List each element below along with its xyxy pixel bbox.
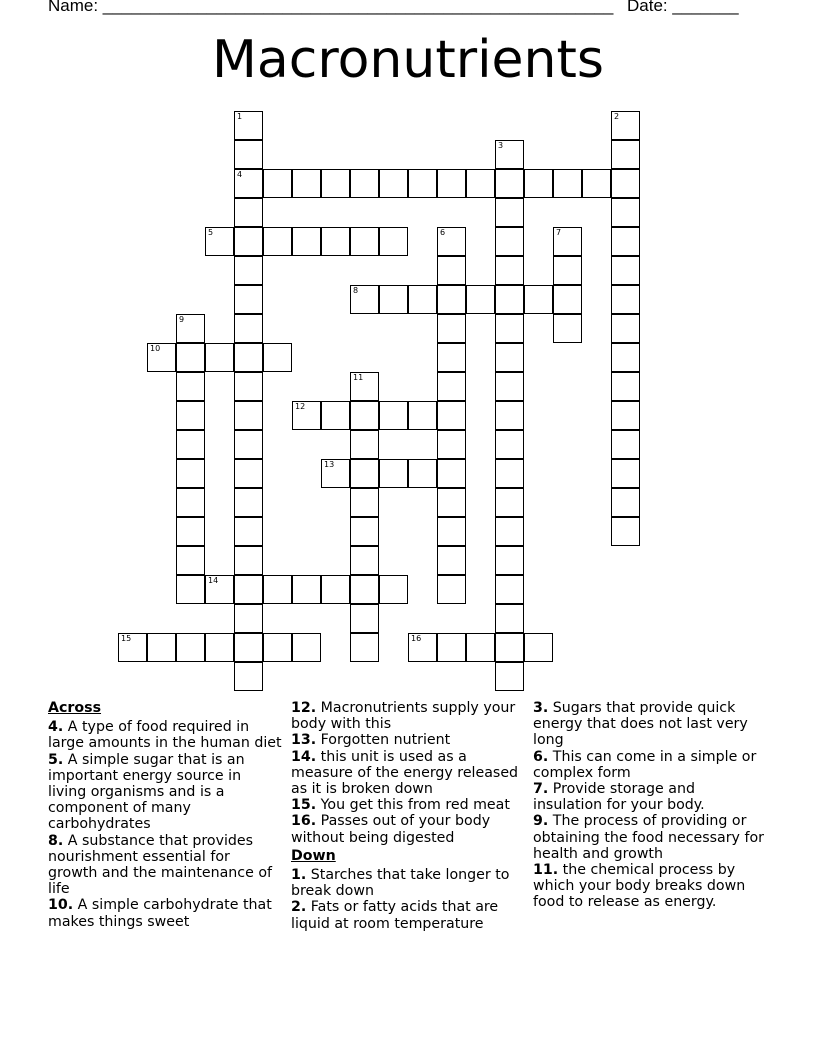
crossword-cell[interactable] [234,604,263,633]
cell-number: 4 [237,170,243,179]
clue-text: Sugars that provide quick energy that does not last very long [533,700,748,749]
crossword-cell[interactable] [495,198,524,227]
crossword-cell[interactable] [292,169,321,198]
crossword-cell[interactable] [234,169,263,198]
crossword-cell[interactable] [553,314,582,343]
crossword-cell[interactable] [495,546,524,575]
crossword-cell[interactable] [379,575,408,604]
clue-text: A simple carbohydrate that makes things sweet [48,897,272,930]
crossword-cell[interactable] [350,227,379,256]
clue-number: 7. [533,781,549,798]
clue-across-14 [291,749,526,798]
crossword-cell[interactable] [350,488,379,517]
crossword-cell[interactable] [437,546,466,575]
crossword-cell[interactable] [350,430,379,459]
crossword-cell[interactable] [437,169,466,198]
clue-number: 10. [48,897,74,914]
crossword-cell[interactable] [437,227,466,256]
crossword-cell[interactable] [611,343,640,372]
crossword-cell[interactable] [234,140,263,169]
clue-number: 12. [291,700,317,716]
crossword-cell[interactable] [350,604,379,633]
crossword-cell[interactable] [437,372,466,401]
crossword-cell[interactable] [147,343,176,372]
clue-number: 8. [48,832,64,849]
crossword-cell[interactable] [437,314,466,343]
crossword-cell[interactable] [495,604,524,633]
crossword-cell[interactable] [176,372,205,401]
crossword-cell[interactable] [437,285,466,314]
crossword-cell[interactable] [176,343,205,372]
crossword-cell[interactable] [292,227,321,256]
cell-number: 14 [208,576,219,585]
crossword-cell[interactable] [437,459,466,488]
clue-text: Forgotten nutrient [320,732,451,749]
date-field-label: Date: _______ [627,0,739,15]
crossword-cell[interactable] [234,488,263,517]
crossword-cell[interactable] [321,227,350,256]
crossword-cell[interactable] [234,662,263,691]
crossword-cell[interactable] [321,575,350,604]
clue-across-15 [291,797,526,813]
crossword-cell[interactable] [292,575,321,604]
clue-text: You get this from red meat [320,797,510,814]
crossword-cell[interactable] [495,401,524,430]
crossword-cell[interactable] [408,401,437,430]
clue-number: 6. [533,748,549,765]
crossword-cell[interactable] [553,227,582,256]
crossword-cell[interactable] [611,198,640,227]
crossword-cell[interactable] [350,517,379,546]
crossword-cell[interactable] [611,488,640,517]
clue-text: Macronutrients supply your body with this [291,700,516,733]
crossword-cell[interactable] [495,140,524,169]
clue-text: A substance that provides nourishment essential for growth and the maintenance of life [48,832,273,898]
crossword-cell[interactable] [292,401,321,430]
crossword-cell[interactable] [611,372,640,401]
crossword-cell[interactable] [495,343,524,372]
crossword-cell[interactable] [611,285,640,314]
crossword-cell[interactable] [466,633,495,662]
crossword-cell[interactable] [234,314,263,343]
crossword-cell[interactable] [118,633,147,662]
crossword-cell[interactable] [495,517,524,546]
crossword-cell[interactable] [350,285,379,314]
cell-number: 6 [440,228,446,237]
crossword-cell[interactable] [553,285,582,314]
crossword-cell[interactable] [263,227,292,256]
clue-text: Fats or fatty acids that are liquid at room temperature [291,899,499,932]
crossword-cell[interactable] [466,285,495,314]
crossword-cell[interactable] [379,285,408,314]
crossword-cell[interactable] [263,169,292,198]
clue-down-2 [291,899,526,931]
crossword-cell[interactable] [582,169,611,198]
crossword-cell[interactable] [466,169,495,198]
cell-number: 3 [498,141,504,150]
crossword-cell[interactable] [495,488,524,517]
crossword-cell[interactable] [611,314,640,343]
crossword-cell[interactable] [437,633,466,662]
crossword-cell[interactable] [176,401,205,430]
clue-text: Starches that take longer to break down [291,867,510,900]
crossword-cell[interactable] [611,430,640,459]
crossword-cell[interactable] [437,488,466,517]
crossword-cell[interactable] [437,256,466,285]
clue-number: 3. [533,700,549,716]
crossword-cell[interactable] [234,256,263,285]
crossword-cell[interactable] [611,227,640,256]
name-field-label: Name: ______________________________________________________ [48,0,614,15]
crossword-cell[interactable] [495,633,524,662]
across-heading: Across [48,700,102,716]
crossword-cell[interactable] [234,343,263,372]
crossword-cell[interactable] [321,401,350,430]
crossword-cell[interactable] [176,314,205,343]
clue-across-10 [48,897,283,929]
crossword-cell[interactable] [234,285,263,314]
crossword-cell[interactable] [234,546,263,575]
crossword-cell[interactable] [234,459,263,488]
crossword-cell[interactable] [176,430,205,459]
clue-text: A type of food required in large amounts in the human diet [48,719,282,752]
crossword-cell[interactable] [524,169,553,198]
crossword-cell[interactable] [611,140,640,169]
crossword-cell[interactable] [176,633,205,662]
clues-column-1 [48,700,283,930]
clue-down-3 [533,700,768,749]
crossword-cell[interactable] [263,633,292,662]
clue-down-1 [291,867,526,899]
crossword-cell[interactable] [495,575,524,604]
clue-number: 5. [48,751,64,768]
crossword-cell[interactable] [437,343,466,372]
crossword-cell[interactable] [350,169,379,198]
cell-number: 11 [353,373,364,382]
crossword-cell[interactable] [495,169,524,198]
clue-number: 4. [48,719,64,736]
clue-text: The process of providing or obtaining the food necessary for health and growth [533,813,764,862]
clue-number: 1. [291,867,307,884]
crossword-cell[interactable] [437,401,466,430]
crossword-cell[interactable] [147,633,176,662]
crossword-cell[interactable] [176,459,205,488]
crossword-cell[interactable] [408,169,437,198]
clue-down-6 [533,749,768,781]
crossword-cell[interactable] [611,256,640,285]
cell-number: 12 [295,402,306,411]
crossword-cell[interactable] [408,633,437,662]
crossword-cell[interactable] [234,430,263,459]
clue-across-8 [48,833,283,898]
clue-number: 16. [291,813,317,830]
clues-column-2 [291,700,526,932]
crossword-cell[interactable] [524,633,553,662]
cell-number: 8 [353,286,359,295]
crossword-cell[interactable] [205,227,234,256]
crossword-cell[interactable] [611,111,640,140]
crossword-cell[interactable] [176,488,205,517]
cell-number: 5 [208,228,214,237]
clue-down-11 [533,862,768,911]
crossword-cell[interactable] [350,401,379,430]
crossword-cell[interactable] [263,343,292,372]
crossword-cell[interactable] [350,633,379,662]
crossword-cell[interactable] [234,633,263,662]
clue-number: 14. [291,748,317,765]
crossword-cell[interactable] [234,372,263,401]
clue-across-5 [48,752,283,833]
crossword-cell[interactable] [292,633,321,662]
cell-number: 9 [179,315,185,324]
crossword-cell[interactable] [205,575,234,604]
crossword-cell[interactable] [321,169,350,198]
clue-down-7 [533,781,768,813]
crossword-cell[interactable] [176,546,205,575]
clue-number: 15. [291,797,317,814]
crossword-cell[interactable] [205,343,234,372]
cell-number: 16 [411,634,422,643]
clue-text: This can come in a simple or complex form [533,748,757,781]
cell-number: 13 [324,460,335,469]
clue-across-13 [291,732,526,748]
crossword-cell[interactable] [234,111,263,140]
crossword-cell[interactable] [408,285,437,314]
crossword-cell[interactable] [437,517,466,546]
crossword-cell[interactable] [350,575,379,604]
crossword-cell[interactable] [495,662,524,691]
crossword-cell[interactable] [379,401,408,430]
crossword-cell[interactable] [350,459,379,488]
crossword-cell[interactable] [379,227,408,256]
down-heading: Down [291,847,336,864]
crossword-cell[interactable] [553,256,582,285]
clue-across-4 [48,719,283,751]
crossword-cell[interactable] [379,459,408,488]
clue-text: the chemical process by which your body breaks down food to release as energy. [533,862,746,911]
crossword-cell[interactable] [408,459,437,488]
cell-number: 7 [556,228,562,237]
cell-number: 15 [121,634,132,643]
clues-column-3 [533,700,768,911]
crossword-cell[interactable] [524,285,553,314]
crossword-cell[interactable] [234,517,263,546]
crossword-cell[interactable] [495,256,524,285]
crossword-cell[interactable] [234,575,263,604]
crossword-cell[interactable] [176,575,205,604]
clue-number: 13. [291,732,317,749]
crossword-cell[interactable] [495,459,524,488]
clue-across-12 [291,700,526,732]
cell-number: 2 [614,112,620,121]
crossword-cell[interactable] [234,198,263,227]
crossword-cell[interactable] [495,285,524,314]
crossword-cell[interactable] [437,430,466,459]
clue-text: A simple sugar that is an important energy source in living organisms and is a component of many carbohydrates [48,751,245,833]
clue-text: Passes out of your body without being digested [291,813,491,846]
crossword-cell[interactable] [379,169,408,198]
crossword-cell[interactable] [495,430,524,459]
crossword-cell[interactable] [263,575,292,604]
clue-down-9 [533,813,768,862]
crossword-cell[interactable] [495,227,524,256]
crossword-cell[interactable] [495,372,524,401]
clue-number: 11. [533,862,559,879]
crossword-cell[interactable] [321,459,350,488]
clue-text: Provide storage and insulation for your body. [533,781,705,814]
crossword-cell[interactable] [350,546,379,575]
clue-text: this unit is used as a measure of the energy released as it is broken down [291,748,519,798]
crossword-cell[interactable] [205,633,234,662]
crossword-cell[interactable] [553,169,582,198]
clue-number: 2. [291,899,307,916]
page-title: Macronutrients [212,30,604,90]
crossword-cell[interactable] [611,401,640,430]
crossword-cell[interactable] [611,169,640,198]
crossword-cell[interactable] [611,459,640,488]
clue-across-16 [291,813,526,845]
crossword-cell[interactable] [495,314,524,343]
cell-number: 1 [237,112,243,121]
crossword-cell[interactable] [234,227,263,256]
clue-number: 9. [533,813,549,830]
crossword-cell[interactable] [234,401,263,430]
cell-number: 10 [150,344,161,353]
crossword-cell[interactable] [437,575,466,604]
crossword-cell[interactable] [176,517,205,546]
crossword-cell[interactable] [350,372,379,401]
crossword-cell[interactable] [611,517,640,546]
